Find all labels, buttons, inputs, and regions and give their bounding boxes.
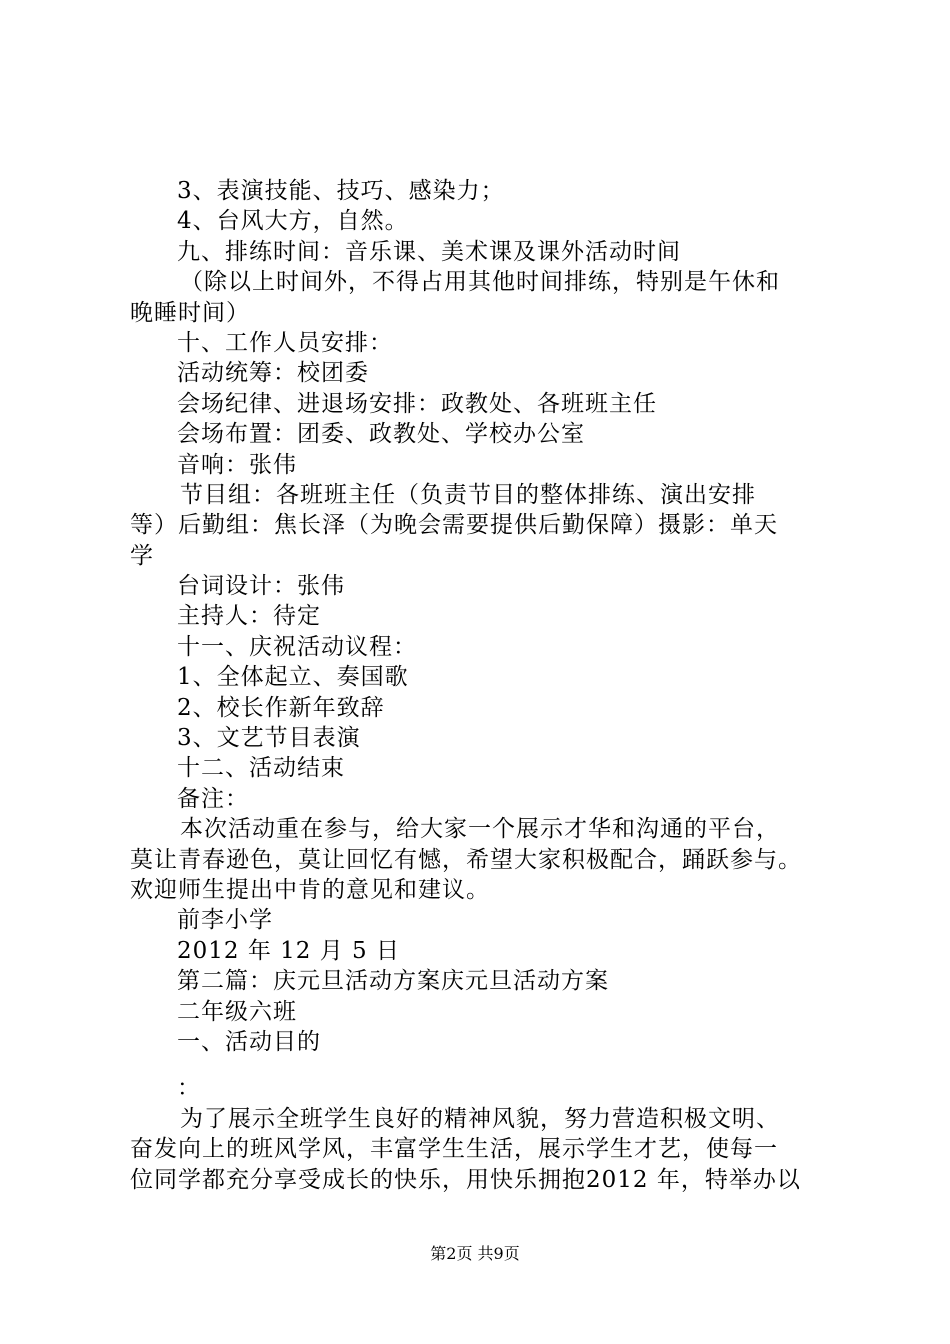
- page-footer: 第2页 共9页: [430, 1244, 520, 1263]
- text-line: 主持人：待定: [177, 603, 321, 630]
- text-line: （除以上时间外，不得占用其他时间排练，特别是午休和: [180, 269, 780, 296]
- text-line: 会场布置：团委、政教处、学校办公室: [177, 421, 585, 448]
- text-line: 为了展示全班学生良好的精神风貌，努力营造积极文明、: [180, 1105, 780, 1132]
- text-line: 晚睡时间）: [130, 299, 250, 326]
- text-line: 节目组：各班班主任（负责节目的整体排练、演出安排: [180, 481, 756, 508]
- text-line: 备注：: [177, 785, 249, 812]
- text-line: 4、台风大方，自然。: [177, 208, 409, 235]
- text-line: 等）后勤组：焦长泽（为晚会需要提供后勤保障）摄影：单天: [130, 512, 778, 539]
- text-line: ：: [177, 1075, 201, 1102]
- section-heading: 十一、庆祝活动议程：: [177, 633, 417, 660]
- text-line: 1、全体起立、奏国歌: [177, 664, 409, 691]
- text-line: 二年级六班: [177, 998, 297, 1025]
- text-line: 台词设计：张伟: [177, 573, 345, 600]
- document-body: [130, 176, 835, 1195]
- section-heading: 九、排练时间：音乐课、美术课及课外活动时间: [177, 238, 681, 265]
- text-line: 2、校长作新年致辞: [177, 694, 385, 721]
- text-line: 活动统筹：校团委: [177, 360, 369, 387]
- signature-school: 前李小学: [177, 907, 273, 934]
- chapter-title: 第二篇：庆元旦活动方案庆元旦活动方案: [177, 968, 609, 995]
- section-heading: 十、工作人员安排：: [177, 329, 393, 356]
- text-line: 学: [130, 542, 154, 569]
- text-line: 位同学都充分享受成长的快乐，用快乐拥抱2012 年，特举办以: [130, 1166, 801, 1193]
- section-heading: 一、活动目的: [177, 1028, 321, 1055]
- text-line: 会场纪律、进退场安排：政教处、各班班主任: [177, 390, 657, 417]
- text-line: 欢迎师生提出中肯的意见和建议。: [130, 876, 490, 903]
- text-line: 本次活动重在参与，给大家一个展示才华和沟通的平台，: [180, 816, 780, 843]
- text-line: 莫让青春逊色，莫让回忆有憾，希望大家积极配合，踊跃参与。: [130, 846, 802, 873]
- signature-date: 2012 年 12 月 5 日: [177, 937, 400, 964]
- text-line: 音响：张伟: [177, 451, 297, 478]
- text-line: 3、表演技能、技巧、感染力；: [177, 178, 505, 204]
- text-line: 3、文艺节目表演: [177, 725, 361, 752]
- spacer: [130, 1057, 835, 1073]
- section-heading: 十二、活动结束: [177, 755, 345, 782]
- text-line: 奋发向上的班风学风，丰富学生生活，展示学生才艺，使每一: [130, 1136, 778, 1163]
